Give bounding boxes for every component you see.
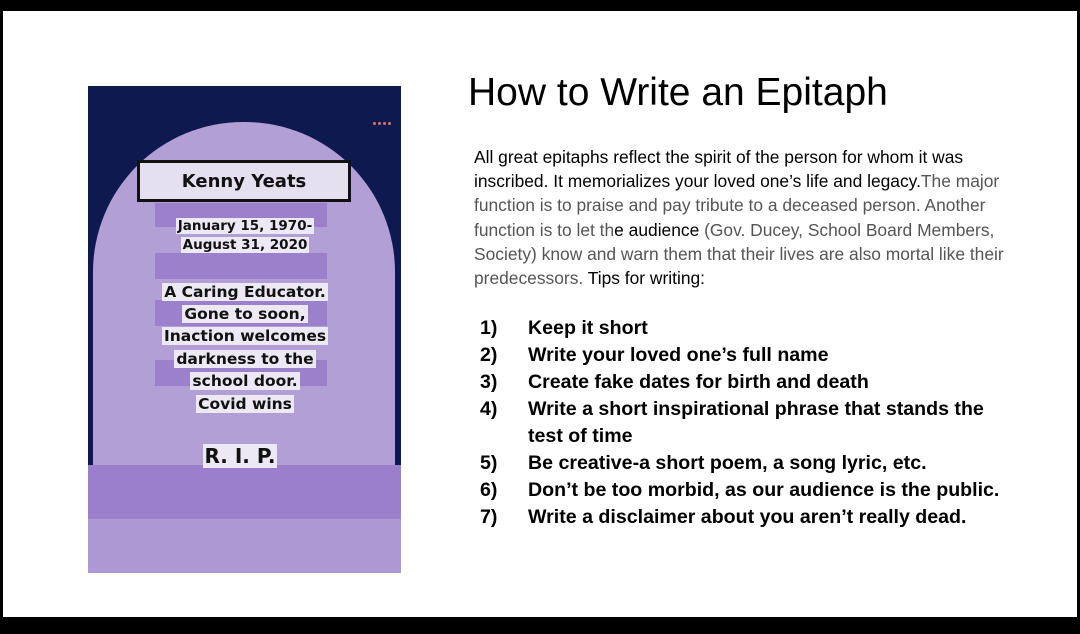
tip-number: 1) <box>480 317 498 339</box>
tombstone-phrase-line: Covid wins <box>198 395 292 413</box>
tip-number: 3) <box>480 371 498 393</box>
list-item <box>480 396 1040 450</box>
intro-text: (Gov. Ducey, School Board Members, Society) know and warn them that their lives are also mortal like their predecessors. <box>474 219 1004 289</box>
tombstone-phrase-line: A Caring Educator. <box>164 283 326 301</box>
list-item <box>480 342 1040 369</box>
tombstone-phrase-line: darkness to the <box>176 350 314 368</box>
tombstone-phrase-line: Gone to soon, <box>184 305 306 323</box>
tip-number: 2) <box>480 344 498 366</box>
tombstone-date-line: January 15, 1970- <box>177 218 313 234</box>
intro-text: All great epitaphs reflect the spirit of the person for whom it was inscribed. It memorializes your loved one’s life and legacy. <box>474 147 964 192</box>
intro-text: The major function is to praise and pay tribute to a deceased person. Another function is to let th <box>474 171 1000 240</box>
tombstone-rip: R. I. P. <box>204 444 276 468</box>
ground <box>88 519 401 573</box>
tombstone-phrase-line: school door. <box>192 372 298 390</box>
tip-text: Write a short inspirational phrase that stands the test of time <box>528 398 984 447</box>
more-dots-icon <box>373 112 399 118</box>
tip-text: Keep it short <box>528 317 648 339</box>
intro-text: Tips for writing: <box>583 268 706 289</box>
tip-number: 6) <box>480 479 498 501</box>
tip-text: Write your loved one’s full name <box>528 344 829 366</box>
list-item <box>480 369 1040 396</box>
tombstone-date-line: August 31, 2020 <box>182 237 308 253</box>
tombstone-phrase-line: Inaction welcomes <box>163 327 327 345</box>
tombstone-base <box>88 465 401 519</box>
tip-text: Be creative-a short poem, a song lyric, etc. <box>528 452 927 474</box>
tip-text: Don’t be too morbid, as our audience is the public. <box>528 479 1000 501</box>
list-item <box>480 315 1040 342</box>
tip-number: 4) <box>480 398 498 420</box>
list-item <box>480 477 1040 504</box>
tombstone-name: Kenny Yeats <box>137 160 351 202</box>
intro-text: e audience <box>614 219 700 240</box>
tip-text: Create fake dates for birth and death <box>528 371 869 393</box>
list-item <box>480 504 1040 531</box>
page-title: How to Write an Epitaph <box>468 71 888 114</box>
intro-paragraph <box>474 145 1034 290</box>
highlight-block <box>155 253 327 279</box>
tip-number: 5) <box>480 452 498 474</box>
tips-list <box>480 315 1040 531</box>
list-item <box>480 450 1040 477</box>
tip-text: Write a disclaimer about you aren’t really dead. <box>528 506 967 528</box>
tip-number: 7) <box>480 506 498 528</box>
